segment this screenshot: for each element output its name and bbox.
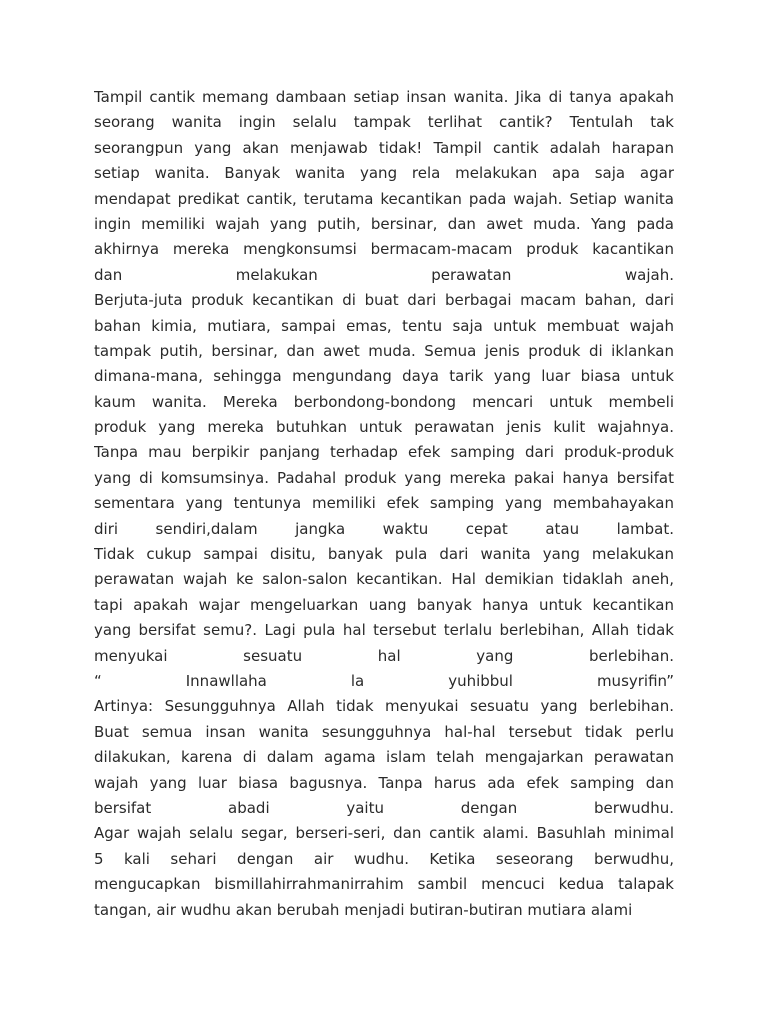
text-line: yang di komsumsinya. Padahal produk yang mereka pakai hanya bersifat: [94, 468, 674, 487]
text-line: dilakukan, karena di dalam agama islam telah mengajarkan perawatan: [94, 748, 674, 767]
text-line: Tanpa mau berpikir panjang terhadap efek samping dari produk-produk: [94, 443, 674, 462]
text-line: menyukai sesuatu hal yang berlebihan.: [94, 646, 674, 665]
text-line: 5 kali sehari dengan air wudhu. Ketika seseorang berwudhu,: [94, 849, 674, 868]
text-line: mendapat predikat cantik, terutama kecantikan pada wajah. Setiap wanita: [94, 189, 674, 208]
text-line: seorang wanita ingin selalu tampak terlihat cantik? Tentulah tak: [94, 113, 674, 132]
text-line: Buat semua insan wanita sesungguhnya hal-hal tersebut tidak perlu: [94, 722, 674, 741]
text-line: dimana-mana, sehingga mengundang daya tarik yang luar biasa untuk: [94, 367, 674, 386]
text-line: sementara yang tentunya memiliki efek samping yang membahayakan: [94, 494, 674, 513]
text-line: wajah yang luar biasa bagusnya. Tanpa harus ada efek samping dan: [94, 773, 674, 792]
text-line: tapi apakah wajar mengeluarkan uang banyak hanya untuk kecantikan: [94, 595, 674, 614]
text-line: mengucapkan bismillahirrahmanirrahim sambil mencuci kedua talapak: [94, 875, 674, 894]
text-line: tampak putih, bersinar, dan awet muda. Semua jenis produk di iklankan: [94, 341, 674, 360]
body-text: [94, 85, 674, 923]
text-line: setiap wanita. Banyak wanita yang rela melakukan apa saja agar: [94, 164, 674, 183]
text-line: bahan kimia, mutiara, sampai emas, tentu saja untuk membuat wajah: [94, 316, 674, 335]
text-line: dan melakukan perawatan wajah.: [94, 265, 674, 284]
text-line: ingin memiliki wajah yang putih, bersinar, dan awet muda. Yang pada: [94, 214, 674, 233]
text-line: seorangpun yang akan menjawab tidak! Tampil cantik adalah harapan: [94, 138, 674, 157]
text-line: Tampil cantik memang dambaan setiap insan wanita. Jika di tanya apakah: [94, 88, 674, 106]
text-line: bersifat abadi yaitu dengan berwudhu.: [94, 798, 674, 817]
text-line: akhirnya mereka mengkonsumsi bermacam-macam produk kacantikan: [94, 240, 674, 259]
text-line: “ Innawllaha la yuhibbul musyrifin”: [94, 671, 674, 690]
text-line: Tidak cukup sampai disitu, banyak pula dari wanita yang melakukan: [94, 545, 674, 564]
text-line: Berjuta-juta produk kecantikan di buat dari berbagai macam bahan, dari: [94, 291, 674, 310]
text-line: Agar wajah selalu segar, berseri-seri, dan cantik alami. Basuhlah minimal: [94, 824, 674, 843]
text-line: perawatan wajah ke salon-salon kecantikan. Hal demikian tidaklah aneh,: [94, 570, 674, 589]
text-line: yang bersifat semu?. Lagi pula hal tersebut terlalu berlebihan, Allah tidak: [94, 621, 674, 640]
text-line: tangan, air wudhu akan berubah menjadi butiran-butiran mutiara alami: [94, 900, 633, 919]
text-line: kaum wanita. Mereka berbondong-bondong mencari untuk membeli: [94, 392, 674, 411]
text-line: diri sendiri,dalam jangka waktu cepat atau lambat.: [94, 519, 674, 538]
text-line: produk yang mereka butuhkan untuk perawatan jenis kulit wajahnya.: [94, 418, 674, 437]
text-line: Artinya: Sesungguhnya Allah tidak menyukai sesuatu yang berlebihan.: [94, 697, 674, 716]
